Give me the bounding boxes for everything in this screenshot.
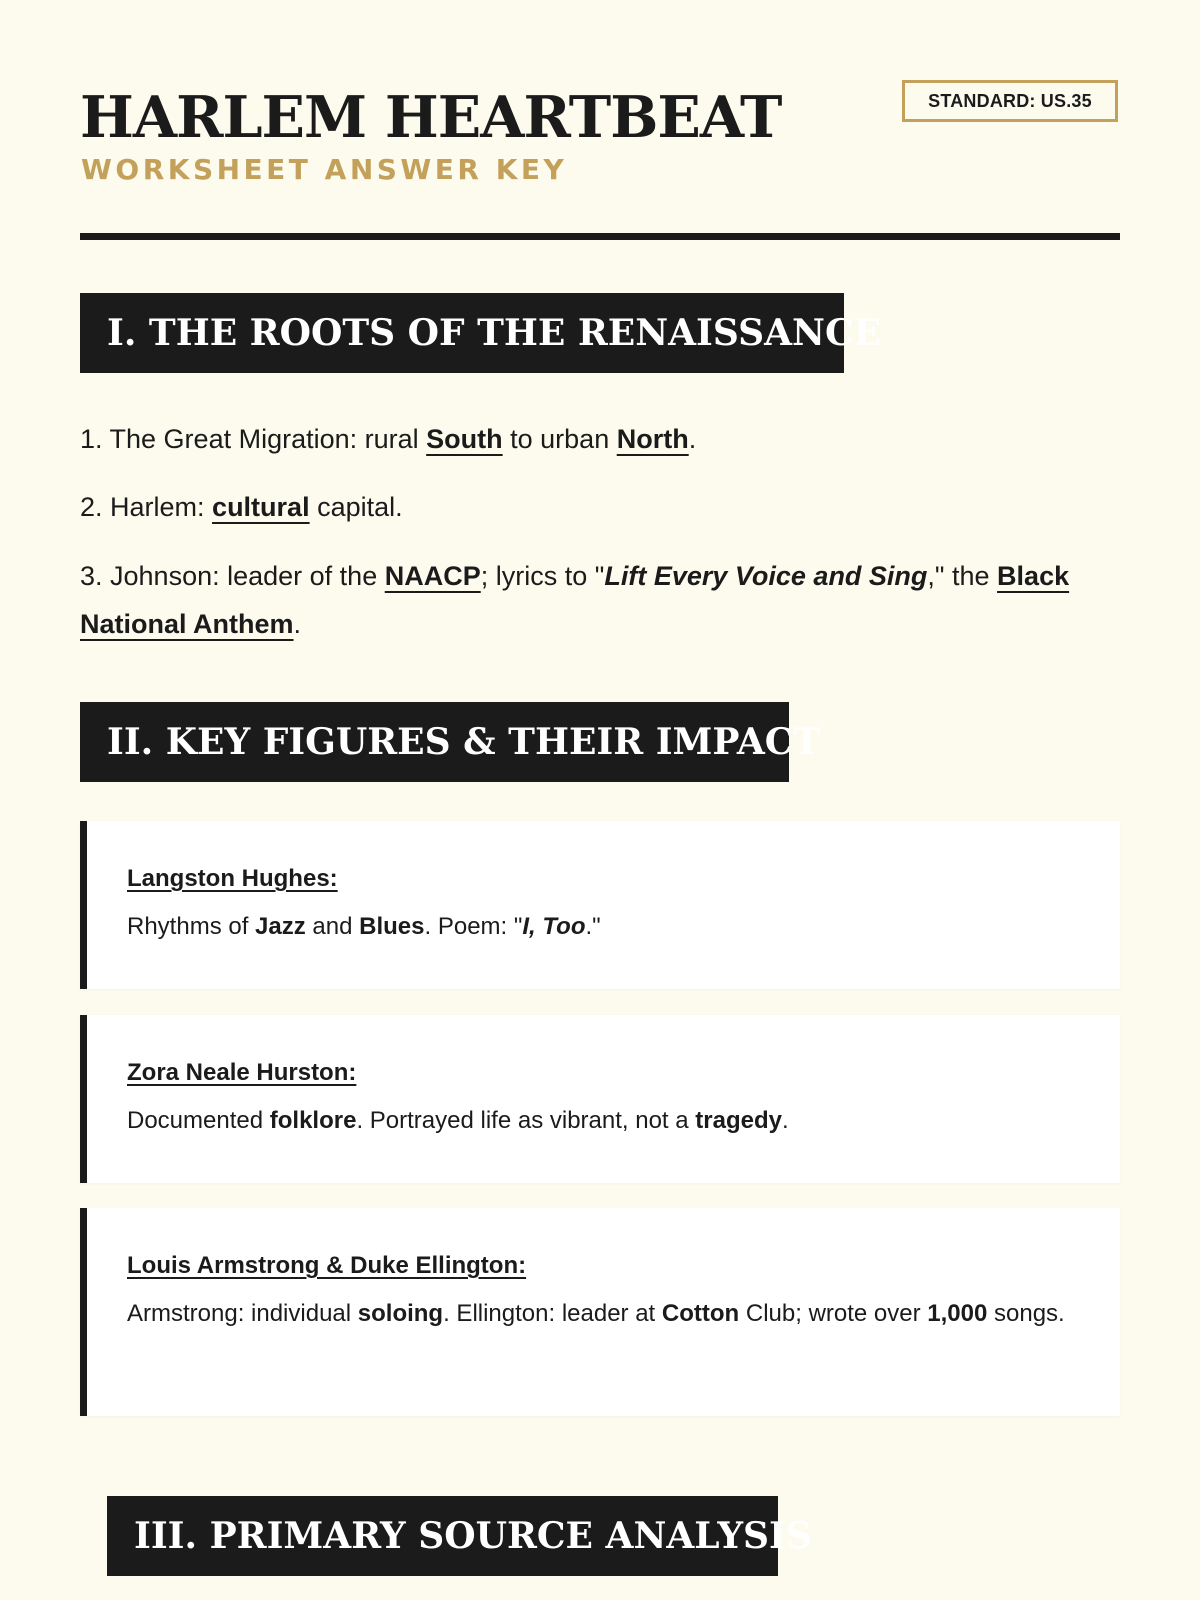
card-text: . Portrayed life as vibrant, not a [356,1107,696,1134]
answer-cotton: Cotton [661,1300,740,1327]
section-heading-primary-source: III. PRIMARY SOURCE ANALYSIS [107,1496,778,1576]
card-text: Club; wrote over [739,1300,928,1327]
card-text: . [781,1107,789,1134]
figure-description [127,1294,1080,1334]
question-2 [80,483,1120,531]
question-text: 1. The Great Migration: rural [80,424,427,454]
answer-song-title: Lift Every Voice and Sing [604,561,928,591]
answer-black-national-anthem: Black National Anthem [80,561,1070,639]
answer-cultural: cultural [212,492,310,522]
question-text: to urban [502,424,617,454]
figure-description [127,907,1080,947]
question-text: ; lyrics to " [480,561,605,591]
figure-name: Zora Neale Hurston: [127,1059,357,1086]
figure-name: Langston Hughes: [127,865,338,892]
answer-folklore: folklore [269,1107,357,1134]
card-text: Rhythms of [127,913,256,940]
card-text: . Ellington: leader at [443,1300,662,1327]
question-text: capital. [309,492,403,522]
answer-soloing: soloing [357,1300,444,1327]
answer-tragedy: tragedy [695,1107,782,1134]
question-3 [80,552,1120,648]
figure-card-hurston [80,1015,1120,1183]
section-heading-figures: II. KEY FIGURES & THEIR IMPACT [80,702,789,782]
card-text: Documented [127,1107,270,1134]
question-text: 3. Johnson: leader of the [80,561,385,591]
answer-poem-title: I, Too [522,913,586,940]
question-text: . [293,609,302,639]
question-text: . [688,424,697,454]
standard-badge: STANDARD: US.35 [902,80,1118,122]
header-divider [80,233,1120,240]
figure-card-hughes [80,821,1120,989]
figure-description [127,1101,1080,1141]
page-title: HARLEM HEARTBEAT [80,84,782,151]
section-heading-roots: I. THE ROOTS OF THE RENAISSANCE [80,293,844,373]
page-subtitle: WORKSHEET ANSWER KEY [81,153,568,186]
card-text: songs. [987,1300,1065,1327]
answer-song-count: 1,000 [927,1300,988,1327]
figure-name: Louis Armstrong & Duke Ellington: [127,1252,527,1279]
card-text: . Poem: " [424,913,523,940]
card-text: and [305,913,360,940]
question-1 [80,415,1120,463]
question-text: ," the [927,561,998,591]
figure-card-armstrong-ellington [80,1208,1120,1416]
answer-jazz: Jazz [255,913,306,940]
answer-naacp: NAACP [384,561,481,591]
answer-south: South [426,424,503,454]
question-text: 2. Harlem: [80,492,213,522]
answer-north: North [616,424,689,454]
card-text: Armstrong: individual [127,1300,358,1327]
answer-blues: Blues [359,913,425,940]
card-text: ." [585,913,601,940]
